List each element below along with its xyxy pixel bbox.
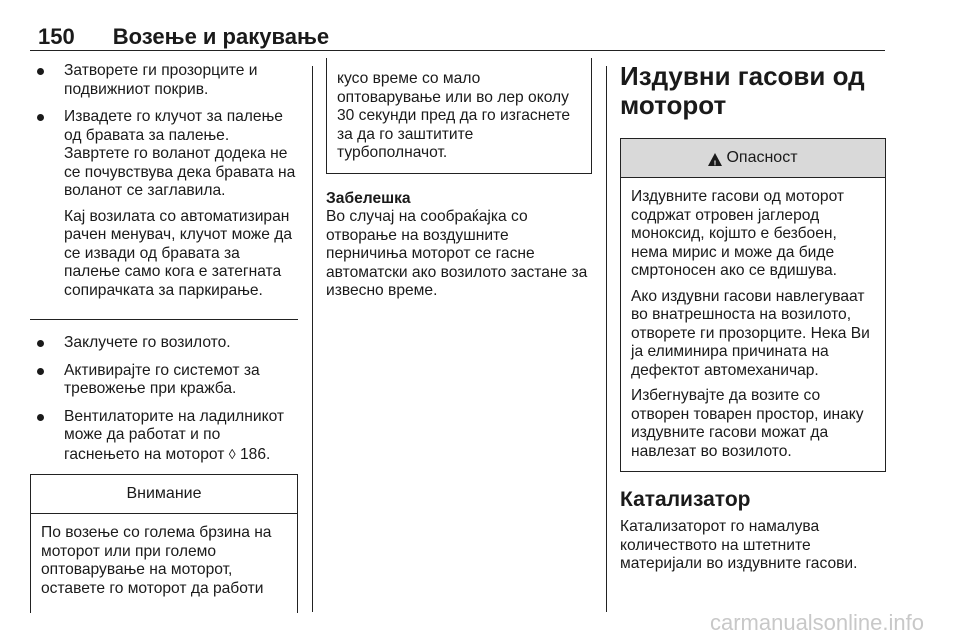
caution-title: Внимание xyxy=(31,475,297,514)
footer-brand: carmanualsonline.info xyxy=(709,610,924,635)
sub-body: Катализаторот го намалува количеството на штетните материјали во издувните гасови. xyxy=(620,518,858,572)
column-divider-1 xyxy=(312,66,313,612)
caution-box xyxy=(30,474,298,613)
section-heading: Издувни гасови од моторот xyxy=(620,61,865,120)
list-item-text: Извадете го клучот за палење од бравата за палење. Завртете го воланот додека не се почувствува дека бравата на воланот се заглавила. xyxy=(64,108,296,199)
page-number: 150 xyxy=(38,24,75,49)
list-item xyxy=(30,408,298,465)
danger-header xyxy=(621,139,885,178)
sub-note: Кај возилата со автоматизиран рачен менувач, клучот може да се извади од бравата за палење само кога е затегната сопирачката за паркирање. xyxy=(64,207,293,299)
column-divider-2 xyxy=(606,66,607,612)
danger-paragraph: Избегнувајте да возите со отворен товарен простор, инаку издувните гасови можат да навлезат во возилото. xyxy=(631,387,864,460)
list-item: Затворете ги прозорците и подвижниот покрив. xyxy=(30,62,298,99)
list-item-text: Вентилаторите на ладилникот може да работат и по гаснењето на моторот xyxy=(64,407,285,463)
sub-heading: Катализатор xyxy=(620,488,751,511)
caution-box-continued xyxy=(326,58,592,174)
note-body: Во случај на сообраќајка со отворање на воздушните перничиња моторот се гасне автоматски ако возилото застане за извесно време. xyxy=(326,208,588,299)
page-ref-icon: ◊ xyxy=(228,445,236,462)
danger-body xyxy=(621,178,885,471)
column-1 xyxy=(30,62,298,613)
list-item xyxy=(30,108,298,300)
list-item: Активирајте го системот за тревожење при кражба. xyxy=(30,362,298,399)
danger-box xyxy=(620,138,886,472)
danger-title: Опасност xyxy=(726,148,798,166)
column-2 xyxy=(326,62,592,301)
note-title: Забелешка xyxy=(326,189,411,207)
page-title: Возење и ракување xyxy=(112,24,330,49)
caution-body-continued: кусо време со мало оптоварување или во лер околу 30 секунди пред да го изгаснете за да го заштитите турбополначот. xyxy=(337,70,571,161)
caution-body: По возење со голема брзина на моторот или при големо оптоварување на моторот, оставете го моторот да работи xyxy=(41,524,272,597)
danger-paragraph: Издувните гасови од моторот содржат отровен јаглерод моноксид, којшто е безбоен, нема мирис и може да биде смртоносен ако се вдишува. xyxy=(631,188,845,279)
danger-paragraph: Ако издувни гасови навлегуваат во внатрешноста на возилото, отворете ги прозорците. Нека Ви ја елиминира причината на дефектот автомеханичар. xyxy=(631,287,870,379)
list-item: Заклучете го возилото. xyxy=(30,334,298,353)
bullet-group-1 xyxy=(30,62,298,320)
warning-triangle-icon xyxy=(708,153,722,166)
column-3 xyxy=(620,62,886,574)
header-rule xyxy=(30,50,885,51)
page-ref-link[interactable]: 186. xyxy=(239,445,271,463)
